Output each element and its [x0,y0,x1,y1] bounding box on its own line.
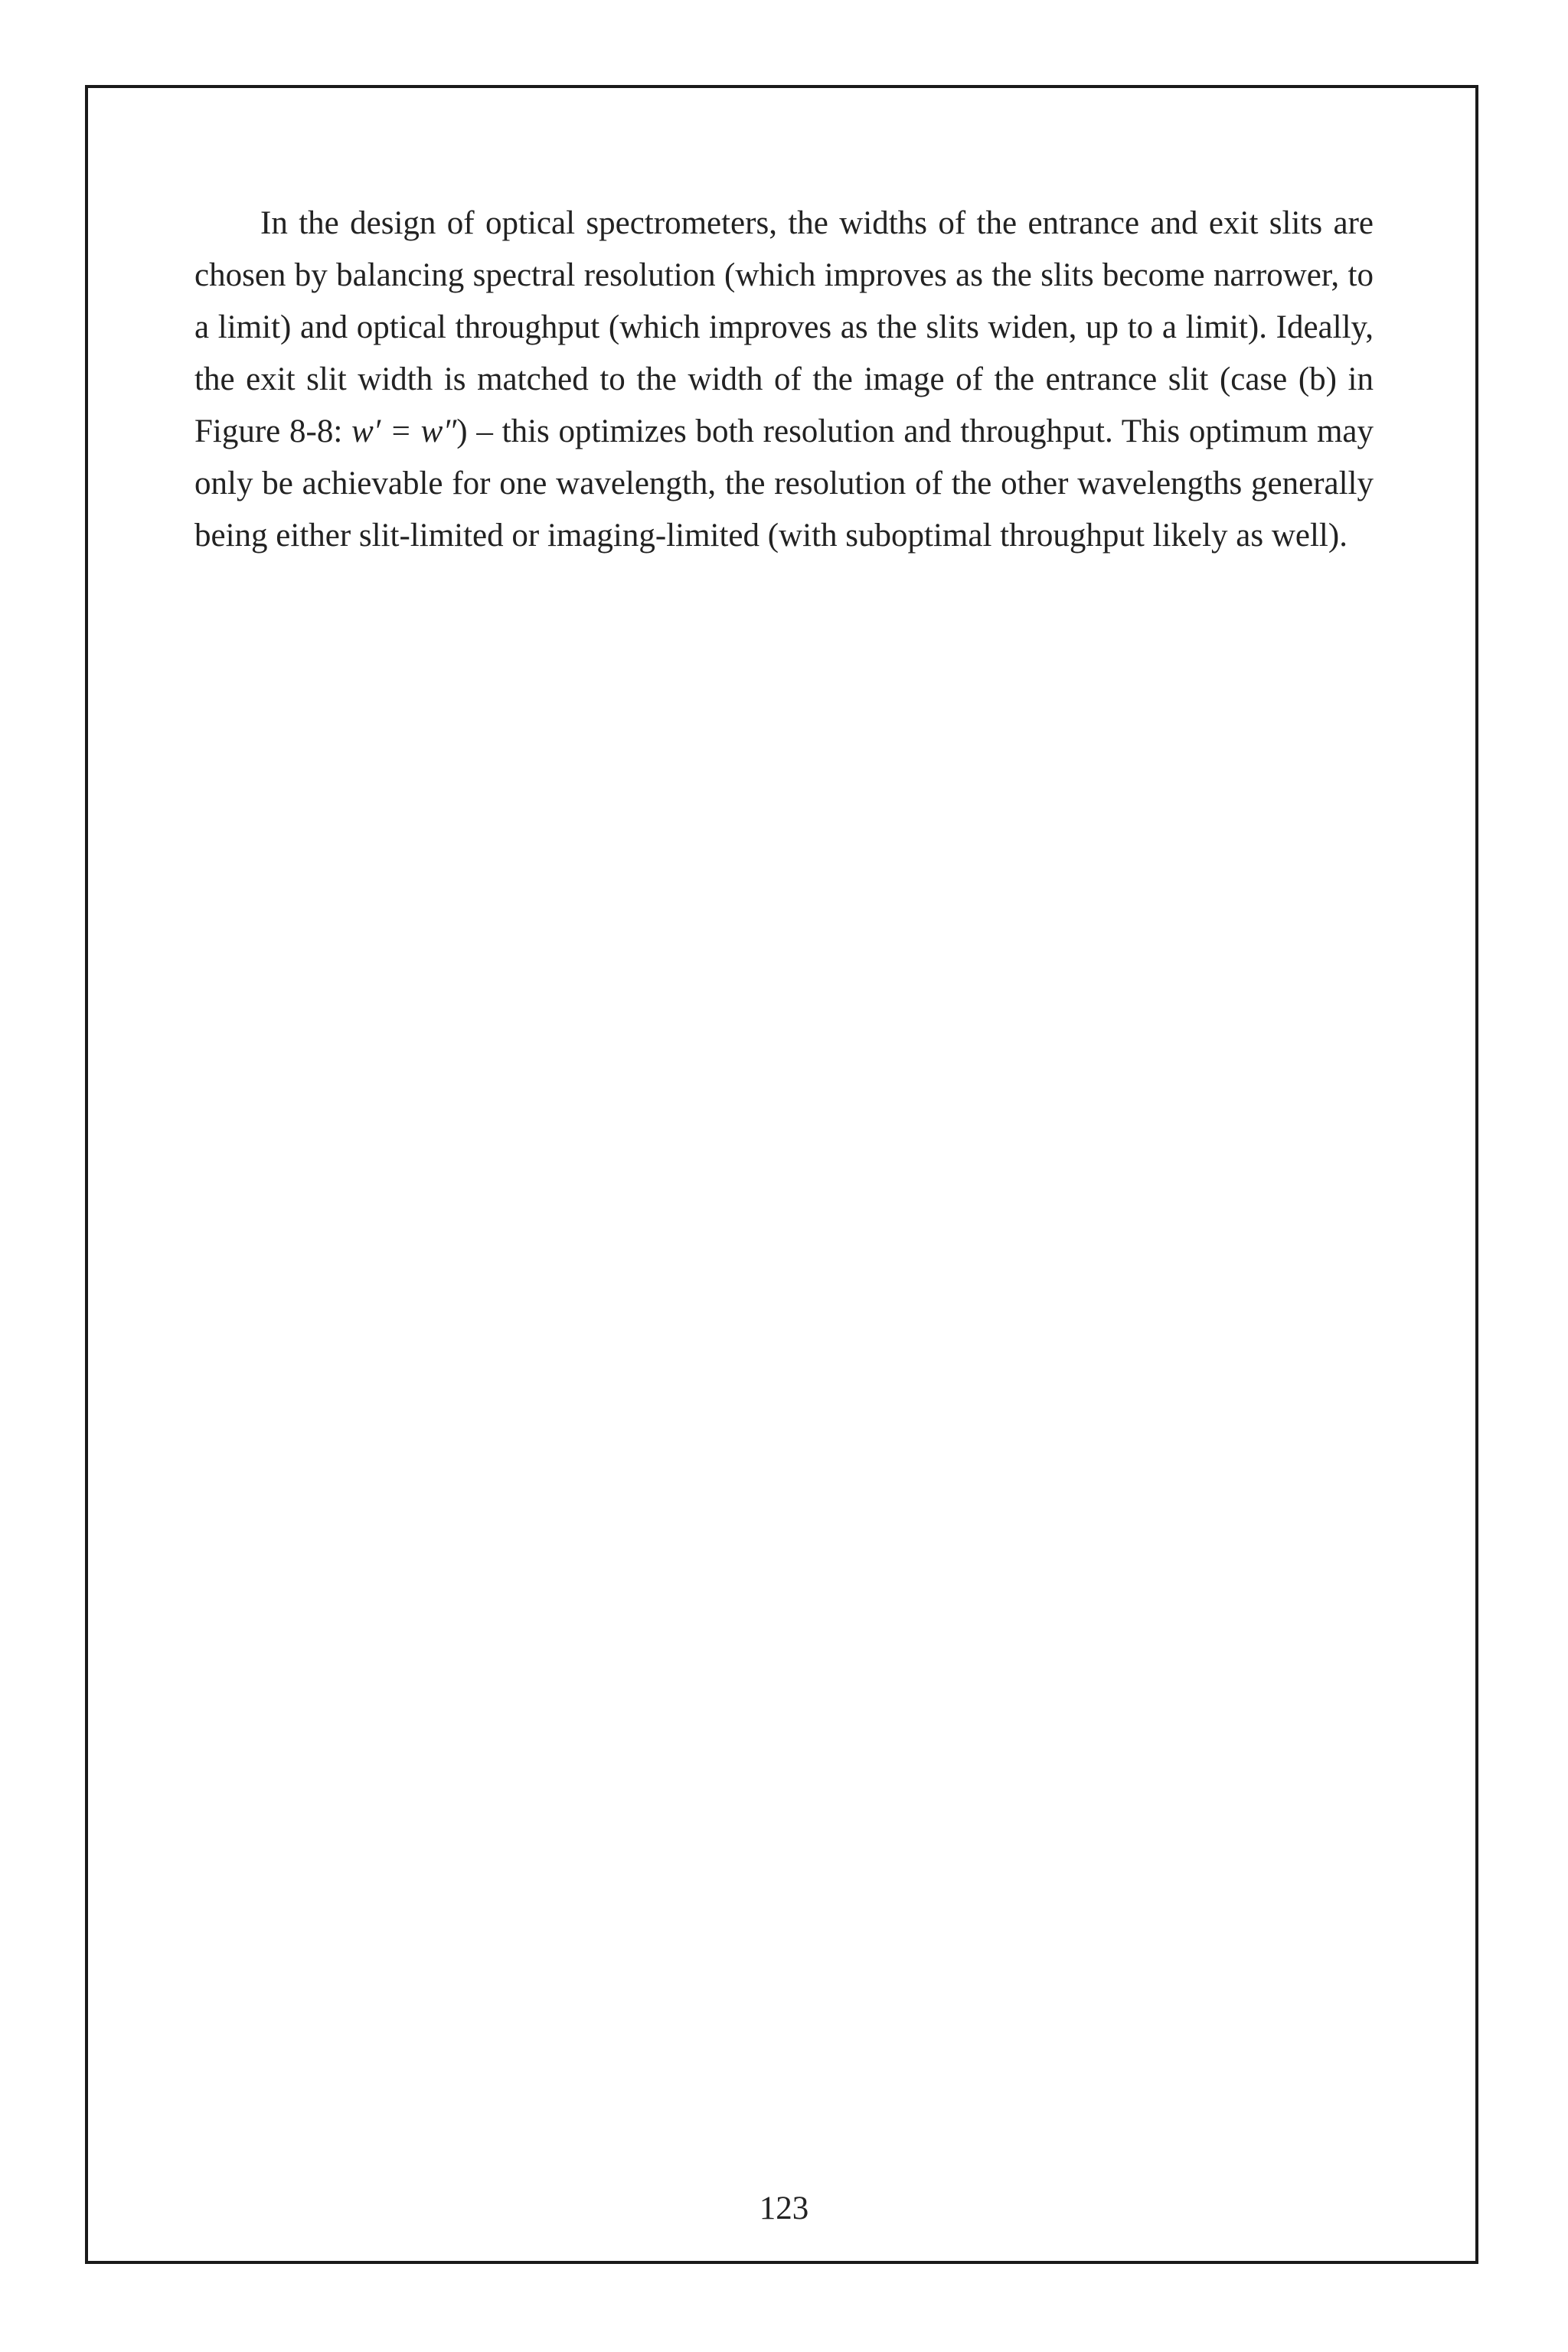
paragraph-text-part-1: In the design of optical spectrometers, the widths of the entrance and exit slits are chosen by balancing spectral resolution (which improves as the slits become narrower, to a limit) and optical throughput (which improves as the slits widen, up to a limit). Ideally, the exit slit width is matched to the width of the image of the entrance slit (case (b) in Figure 8-8: [194,205,1374,449]
slit-width-equation: w′ = w″ [351,413,457,449]
body-paragraph [194,198,1374,562]
page-number: 123 [759,2190,809,2226]
paragraph-text-part-2: ) – this optimizes both resolution and throughput. This optimum may only be achievable for one wavelength, the resolution of the other wavelengths generally being either slit-limited or imaging-limited (with suboptimal throughput likely as well). [194,413,1374,554]
